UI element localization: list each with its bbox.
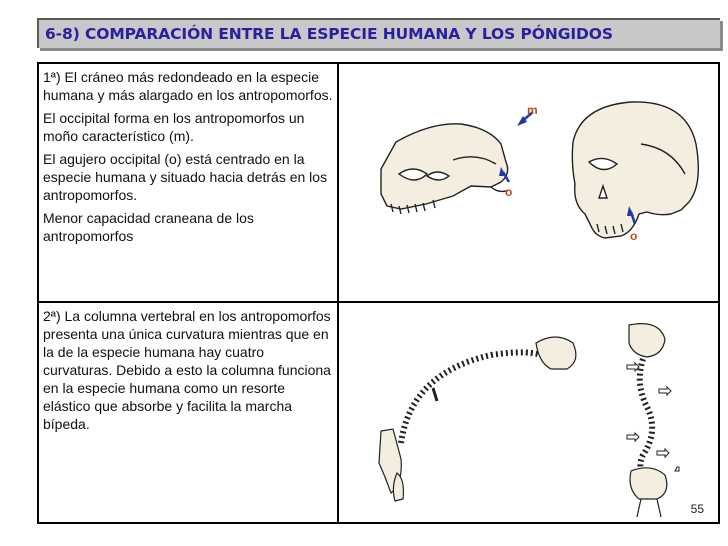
human-spine-drawing — [629, 324, 667, 517]
skull-comparison-illustration — [341, 64, 718, 301]
ape-skull-drawing — [381, 124, 509, 214]
page-number: 55 — [690, 502, 704, 516]
skull-paragraph-3: El agujero occipital (o) está centrado en la especie humana y situado hacia detrás en los antropomorfos. — [43, 151, 328, 203]
spine-paragraph: 2ª) La columna vertebral en los antropomorfos presenta una única curvatura mientras que en la de la especie humana hay cuatro curvaturas. Debido a esto la columna funciona en la especie humana como un resorte elástico que absorbe y facilita la marcha bípeda. — [43, 308, 331, 432]
table-row-skull — [39, 64, 718, 303]
spine-comparison-illustration — [341, 303, 718, 522]
label-m: m — [527, 103, 538, 117]
skull-paragraph-1: 1ª) El cráneo más redondeado en la especie humana y más alargado en los antropomorfos. — [43, 69, 333, 103]
skull-paragraph-2: El occipital forma en los antropomorfos un moño característico (m). — [43, 110, 305, 144]
skull-text-cell — [39, 64, 339, 301]
spine-image-cell — [341, 303, 718, 522]
label-o-ape: o — [505, 185, 513, 199]
human-skull-drawing — [572, 102, 698, 238]
page-title: 6-8) COMPARACIÓN ENTRE LA ESPECIE HUMANA Y LOS PÓNGIDOS — [45, 25, 613, 43]
spine-text-cell — [39, 303, 339, 522]
skull-paragraph-4: Menor capacidad craneana de los antropomorfos — [43, 210, 254, 244]
title-bar — [37, 18, 720, 48]
table-row-spine — [39, 303, 718, 522]
label-o-human: o — [630, 229, 638, 243]
ape-spine-drawing — [379, 337, 576, 501]
comparison-table — [37, 62, 720, 524]
skull-image-cell — [341, 64, 718, 301]
